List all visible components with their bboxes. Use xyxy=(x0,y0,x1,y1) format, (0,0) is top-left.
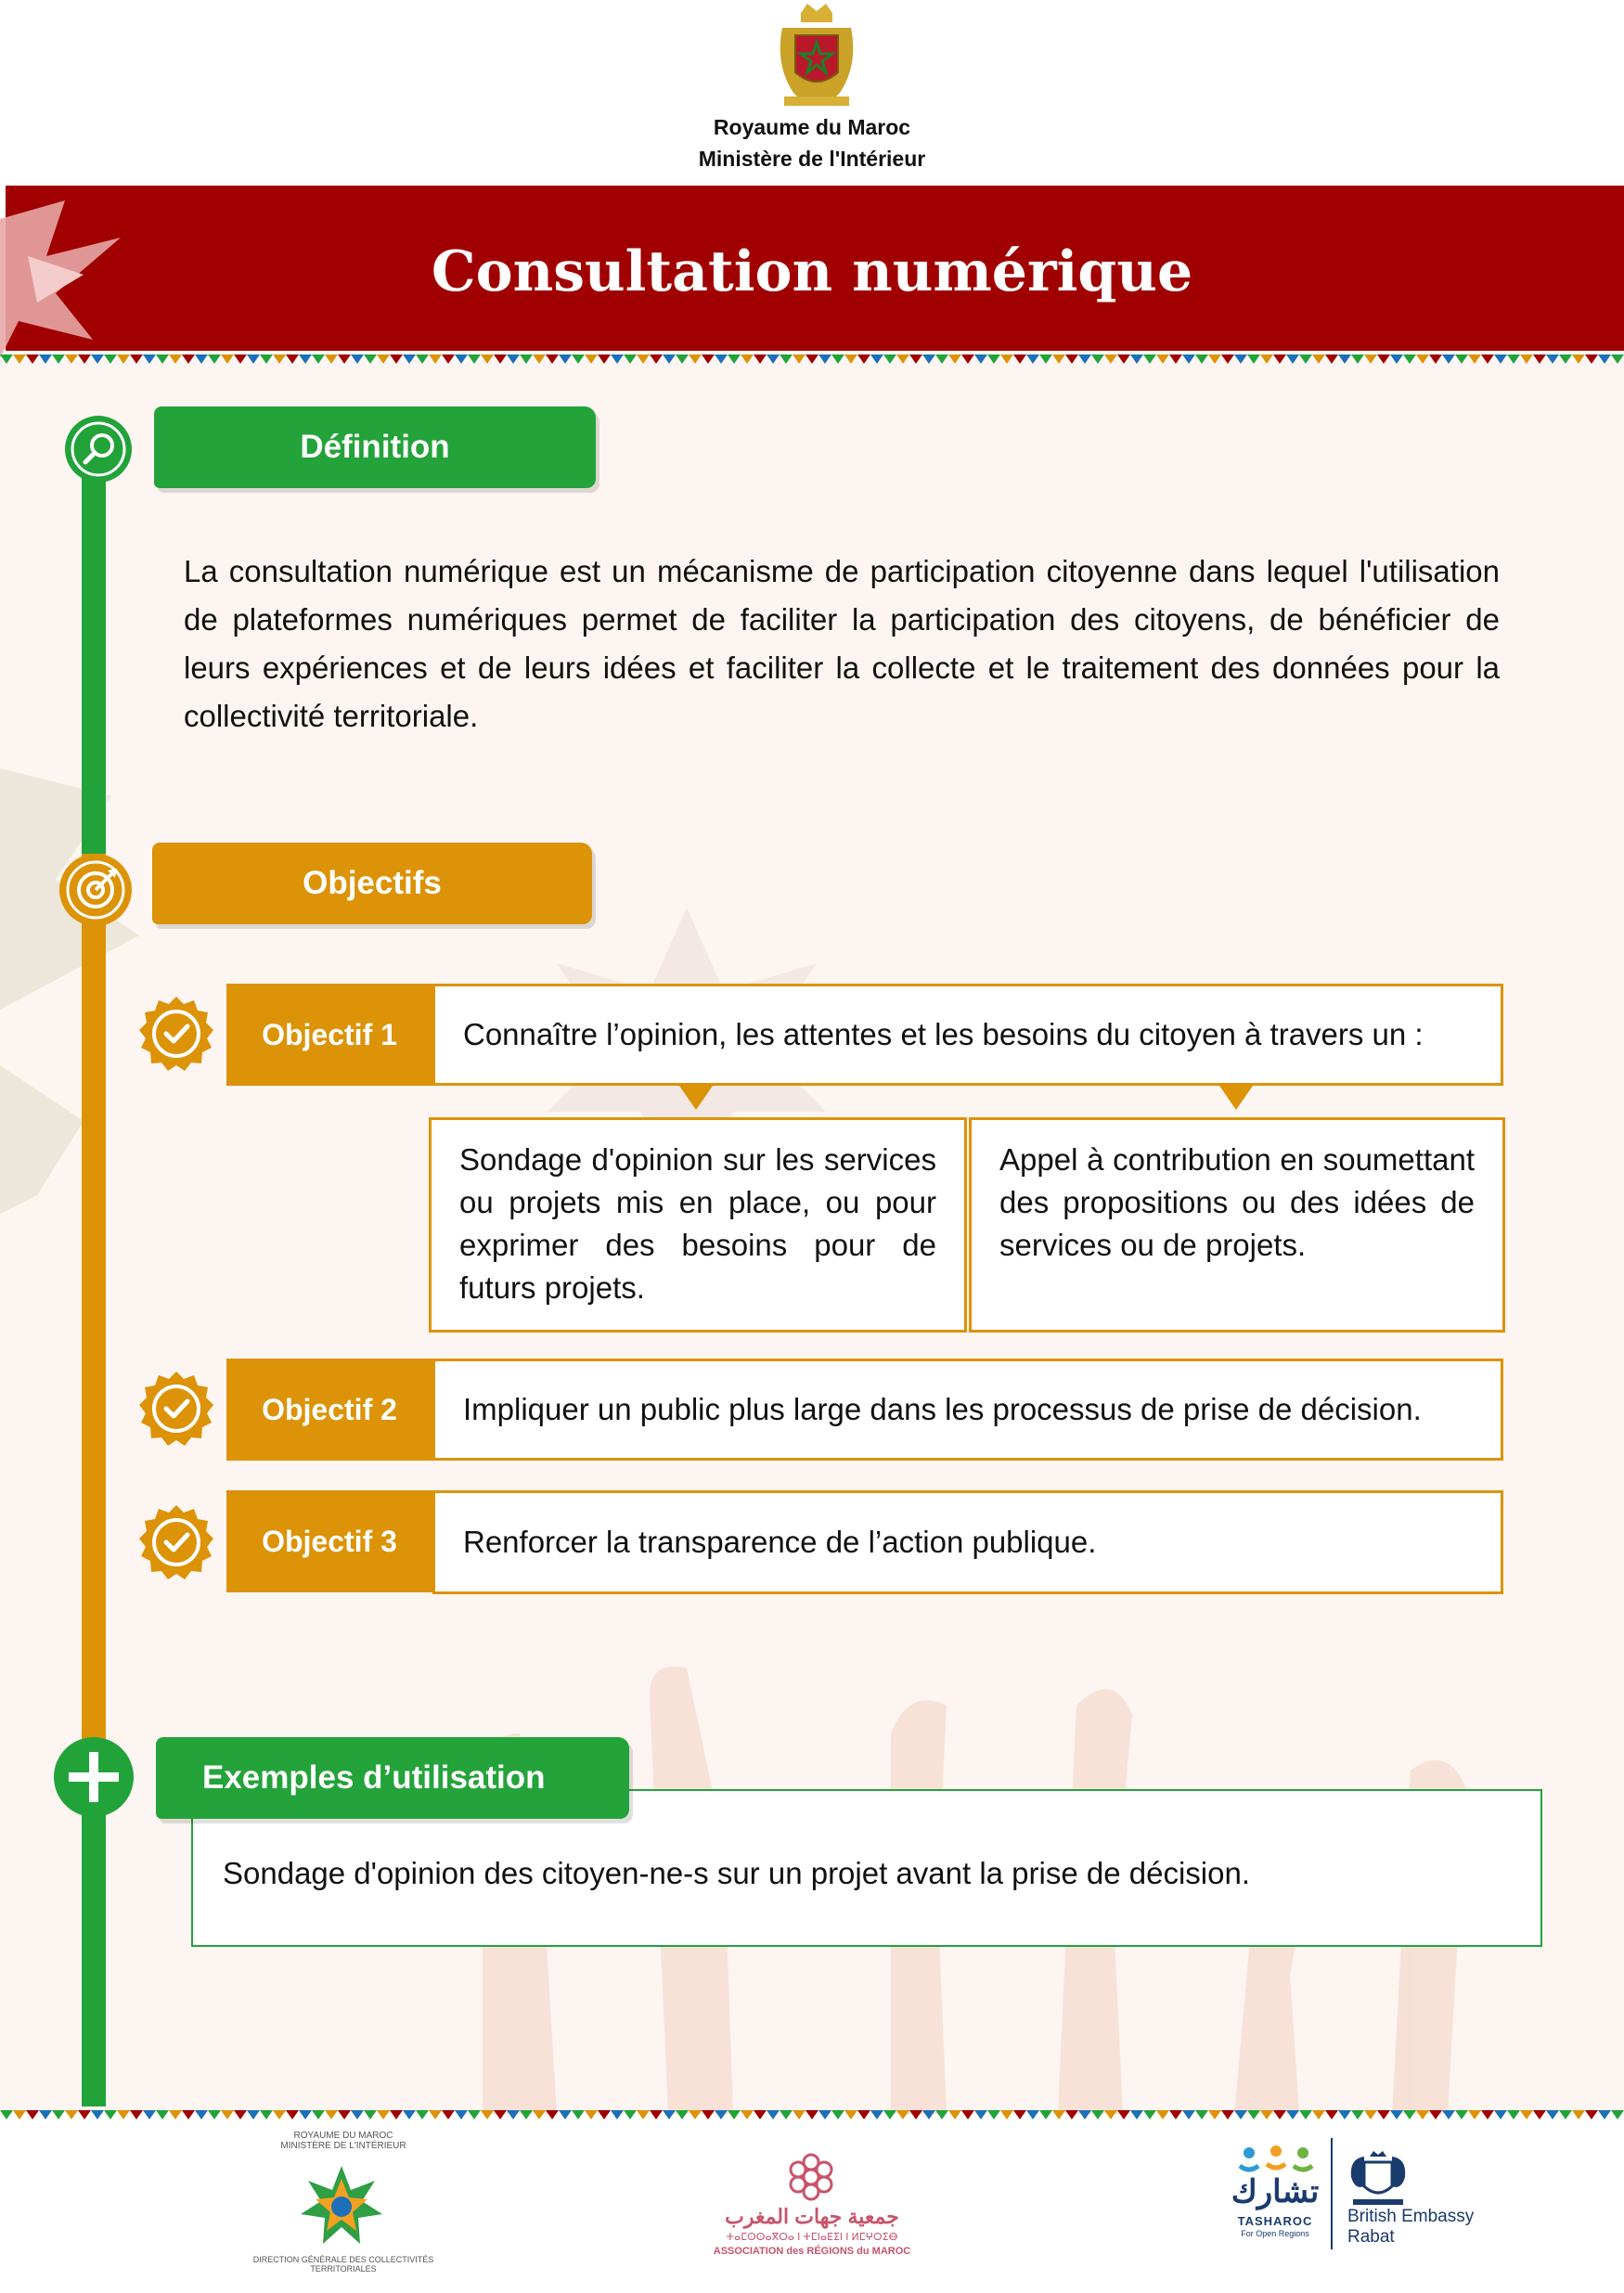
examples-box: Sondage d'opinion des citoyen-ne-s sur un projet avant la prise de décision. xyxy=(191,1789,1542,1947)
country-name: Royaume du Maroc xyxy=(713,115,911,139)
decorative-strip-bottom xyxy=(0,2108,1624,2121)
tasharoc-latin-text: TASHAROC xyxy=(1237,2214,1313,2228)
objective-1-check-badge-icon xyxy=(137,995,215,1073)
tasharoc-people-icon xyxy=(1236,2144,1316,2177)
definition-heading xyxy=(154,406,596,488)
tasharoc-subtitle-text: For Open Regions xyxy=(1241,2229,1309,2238)
dgct-logo-top-line1: ROYAUME DU MAROC xyxy=(293,2131,393,2141)
objective-1-label: Objectif 1 xyxy=(226,984,432,1086)
objectives-heading xyxy=(152,843,592,924)
dgct-logo-top-line2: MINISTÈRE DE L'INTÉRIEUR xyxy=(280,2141,406,2151)
tasharoc-arabic-text: تشارك xyxy=(1231,2174,1320,2209)
arm-logo-french: ASSOCIATION des RÉGIONS du MAROC xyxy=(713,2246,911,2257)
objective-2-label: Objectif 2 xyxy=(226,1359,432,1461)
objective-1-sub-contribution: Appel à contribution en soumettant des propositions ou des idées de services ou de projets. xyxy=(969,1117,1505,1333)
objective-3-label: Objectif 3 xyxy=(226,1490,432,1592)
decorative-strip-top xyxy=(0,353,1624,366)
objective-1-text: Connaître l’opinion, les attentes et les besoins du citoyen à travers un : xyxy=(432,984,1503,1086)
arm-logo-tifinagh: ⵜⴰⵎⵙⵙⴰⴳⵔⴰ ⵏ ⵜⵎⵏⴰⴹⵉⵏ ⵏ ⵍⵎⵖⵔⵉⴱ xyxy=(726,2232,898,2243)
magnifier-node xyxy=(65,416,132,483)
objective-3-text: Renforcer la transparence de l’action publique. xyxy=(432,1490,1503,1594)
dgct-logo-top-text xyxy=(269,2131,418,2151)
objective-1-sub-survey: Sondage d'opinion sur les services ou projets mis en place, ou pour exprimer des besoins pour de futurs projets. xyxy=(429,1117,967,1333)
objective-3-check-badge-icon xyxy=(137,1503,215,1581)
timeline-segment-objectives xyxy=(82,854,106,1740)
plus-icon xyxy=(54,1737,134,1817)
arrow-down-icon xyxy=(679,1086,713,1110)
embassy-line-2: Rabat xyxy=(1347,2227,1395,2247)
examples-heading xyxy=(156,1737,629,1819)
objective-2-text: Impliquer un public plus large dans les processus de prise de décision. xyxy=(432,1359,1503,1461)
objectives-heading-label: Objectifs xyxy=(303,865,442,901)
plus-node xyxy=(54,1737,134,1817)
arm-logo-icon xyxy=(785,2151,837,2203)
examples-heading-label: Exemples d’utilisation xyxy=(202,1759,546,1796)
moroccan-coat-of-arms-icon xyxy=(766,0,868,111)
objective-2-check-badge-icon xyxy=(137,1370,215,1448)
dgct-logo-icon xyxy=(297,2162,386,2251)
timeline-segment-definition xyxy=(82,464,106,854)
magnifier-icon xyxy=(65,416,132,483)
arm-logo-arabic: جمعية جهات المغرب xyxy=(725,2205,899,2228)
footer-divider xyxy=(1331,2138,1333,2249)
dgct-logo-bottom-text: DIRECTION GÉNÉRALE DES COLLECTIVITÉS TERRITORIALES xyxy=(252,2255,434,2274)
arrow-down-icon xyxy=(1219,1086,1253,1110)
target-node xyxy=(59,854,132,926)
definition-heading-label: Définition xyxy=(300,429,450,465)
royal-arms-icon xyxy=(1346,2149,1411,2209)
target-icon xyxy=(59,854,132,926)
ministry-name: Ministère de l'Intérieur xyxy=(698,147,926,171)
page-title: Consultation numérique xyxy=(431,239,1193,304)
embassy-line-1: British Embassy xyxy=(1347,2207,1475,2226)
definition-text: La consultation numérique est un mécanisme de participation citoyenne dans lequel l'utilisation de plateformes numériques permet de faciliter la participation des citoyens, de bénéficier de leurs expériences et de leurs idées et faciliter la collecte et le traitement des données pour la collectivité territoriale. xyxy=(184,554,1500,733)
